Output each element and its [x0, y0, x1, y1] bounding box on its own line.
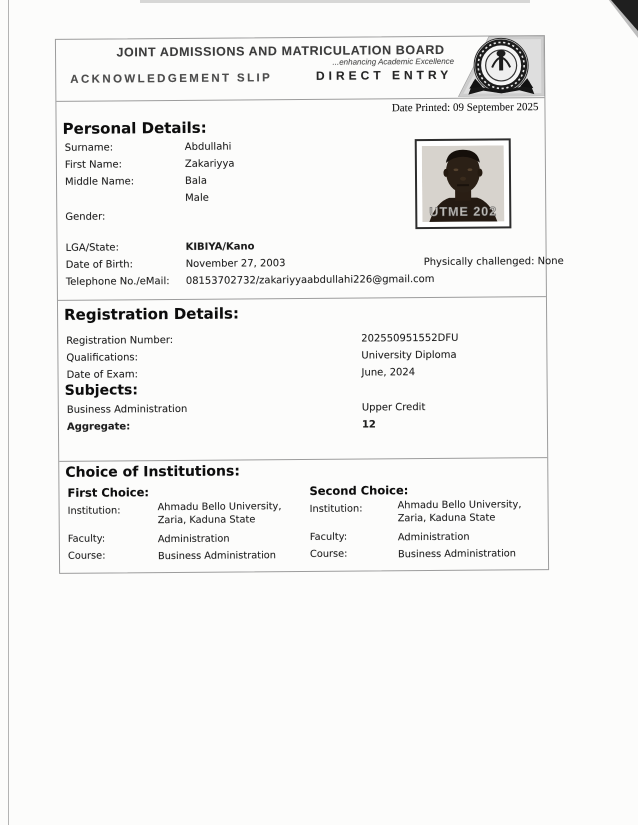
scan-smudge	[140, 0, 530, 3]
jamb-seal-icon	[449, 36, 544, 97]
date-of-exam-label: Date of Exam:	[66, 369, 138, 381]
exam-mode-label: DIRECT ENTRY	[315, 67, 453, 83]
surname-value: Abdullahi	[184, 141, 232, 153]
aggregate-value: 12	[361, 419, 376, 431]
first-institution-label: Institution:	[67, 505, 121, 517]
second-course-label: Course:	[309, 548, 348, 560]
acknowledgement-slip	[55, 35, 564, 574]
choice-of-institutions-heading: Choice of Institutions:	[65, 463, 240, 481]
slip-header	[56, 36, 544, 102]
second-institution-value: Ahmadu Bello University, Zaria, Kaduna State	[397, 499, 522, 525]
qualifications-label: Qualifications:	[66, 352, 139, 364]
date-of-birth-value: November 27, 2003	[185, 258, 286, 270]
first-choice-heading: First Choice:	[67, 485, 150, 500]
phone-email-label: Telephone No./eMail:	[65, 276, 170, 288]
registration-number-label: Registration Number:	[66, 335, 174, 347]
first-name-value: Zakariyya	[184, 158, 235, 170]
page-corner-fold	[611, 0, 638, 31]
second-faculty-label: Faculty:	[309, 531, 348, 543]
qualifications-value: University Diploma	[361, 349, 457, 362]
field-phone-email	[66, 273, 538, 293]
subject-name: Business Administration	[66, 403, 188, 416]
personal-details-heading: Personal Details:	[62, 118, 207, 138]
second-course-value: Business Administration	[397, 548, 517, 561]
subjects-heading: Subjects:	[64, 382, 139, 399]
date-of-birth-label: Date of Birth:	[65, 259, 134, 271]
middle-name-label: Middle Name:	[64, 176, 135, 188]
phone-email-value: 08153702732/zakariyyaabdullahi226@gmail.com	[185, 273, 435, 287]
second-faculty-value: Administration	[397, 531, 470, 544]
first-faculty-value: Administration	[157, 533, 230, 546]
first-course-label: Course:	[67, 550, 106, 562]
date-printed: Date Printed: 09 September 2025	[391, 101, 539, 115]
date-of-exam-value: June, 2024	[361, 367, 416, 379]
board-tagline: ...enhancing Academic Excellence	[332, 56, 455, 67]
physically-challenged-value: None	[537, 255, 564, 268]
middle-name-value: Bala	[184, 175, 207, 187]
first-course-value: Business Administration	[157, 550, 277, 563]
lga-state-value: KIBIYA/Kano	[185, 241, 255, 253]
physically-challenged-label: Physically challenged:	[423, 256, 535, 269]
lga-state-label: LGA/State:	[65, 242, 119, 254]
registration-number-value: 202550951552DFU	[361, 332, 459, 345]
second-choice-heading: Second Choice:	[309, 483, 409, 498]
surname-label: Surname:	[64, 142, 114, 154]
first-faculty-label: Faculty:	[67, 533, 106, 545]
second-institution-label: Institution:	[309, 503, 363, 515]
slip-title: ACKNOWLEDGEMENT SLIP	[70, 72, 273, 86]
photo-watermark: UTME 202	[429, 204, 498, 219]
course-row	[68, 547, 540, 567]
aggregate-row	[67, 418, 539, 438]
gender-value: Male	[185, 192, 209, 204]
scanner-edge-line	[8, 0, 9, 825]
first-name-label: First Name:	[64, 159, 123, 171]
first-institution-value: Ahmadu Bello University, Zaria, Kaduna State	[157, 501, 282, 527]
board-title: JOINT ADMISSIONS AND MATRICULATION BOARD	[116, 42, 445, 60]
section-divider	[58, 296, 546, 301]
subject-grade: Upper Credit	[361, 402, 426, 414]
registration-details-heading: Registration Details:	[64, 304, 240, 324]
institution-row	[68, 498, 540, 532]
physically-challenged	[424, 256, 564, 268]
aggregate-label: Aggregate:	[66, 421, 131, 433]
gender-label: Gender:	[65, 211, 106, 223]
choice-box-top-border	[59, 457, 547, 462]
candidate-photo	[415, 138, 512, 229]
